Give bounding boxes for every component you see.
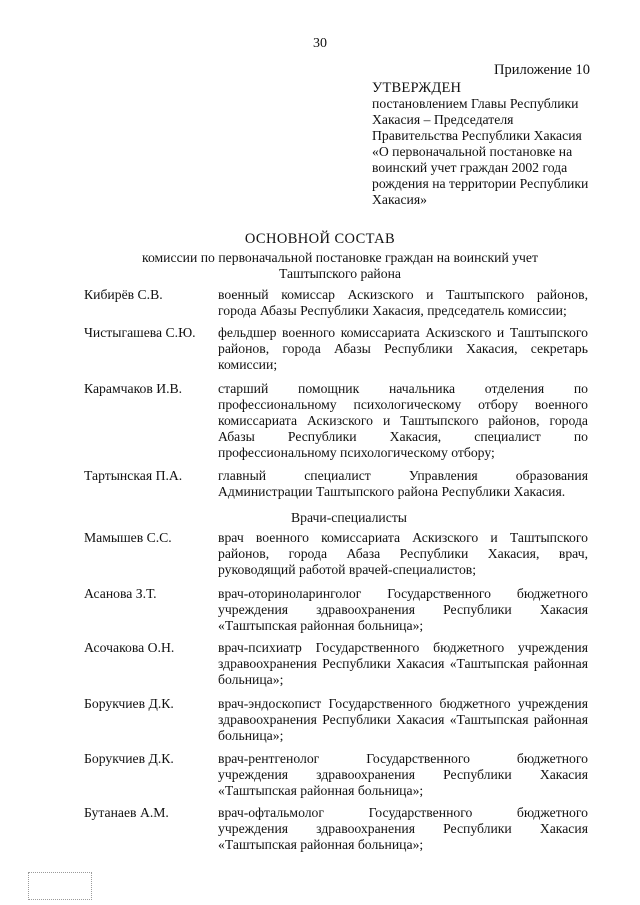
role-line: руководящий работой врачей-специалистов; [218, 562, 477, 577]
role-line: учреждения здравоохранения Республики Хакасия [218, 602, 588, 617]
scan-stamp [28, 872, 92, 900]
role-line: врач-оториноларинголог Государственного бюджетного [218, 586, 588, 601]
approval-line: воинский учет граждан 2002 года [372, 160, 568, 175]
role-line: врач-офтальмолог Государственного бюджетного [218, 805, 588, 820]
doctor-name: Асанова З.Т. [84, 586, 157, 601]
approval-line: рождения на территории Республики [372, 176, 589, 191]
approval-line: постановлением Главы Республики [372, 96, 579, 111]
role-line: врач-эндоскопист Государственного бюджетного учреждения [218, 696, 588, 711]
composition-subtitle-line: Таштыпского района [278, 266, 402, 281]
approval-heading: УТВЕРЖДЕН [372, 80, 462, 96]
role-line: здравоохранения Республики Хакасия «Таштыпская районная [218, 712, 588, 727]
doctor-role [218, 640, 588, 688]
member-name: Тартынская П.А. [84, 468, 183, 483]
doctor-name: Борукчиев Д.К. [84, 751, 174, 766]
role-line: «Таштыпская районная больница»; [218, 837, 424, 852]
doctor-role [218, 751, 588, 799]
approval-line: Хакасия – Председателя [372, 112, 514, 127]
role-line: Абазы Республики Хакасия, специалист по [218, 429, 588, 444]
role-line: «Таштыпская районная больница»; [218, 783, 424, 798]
role-line: здравоохранения Республики Хакасия «Таштыпская районная [218, 656, 588, 671]
doctor-role [218, 586, 588, 634]
role-line: районов, города Абазы Республики Хакасия, секретарь [218, 341, 588, 356]
approval-line: «О первоначальной постановке на [372, 144, 573, 159]
appendix-label: Приложение 10 [494, 62, 590, 78]
role-line: старший помощник начальника отделения по [218, 381, 588, 396]
member-name: Чистыгашева С.Ю. [84, 325, 196, 340]
role-line: главный специалист Управления образования [218, 468, 588, 483]
doctor-name: Мамышев С.С. [84, 530, 172, 545]
role-line: учреждения здравоохранения Республики Хакасия [218, 767, 588, 782]
role-line: города Абазы Республики Хакасия, председатель комиссии; [218, 303, 567, 318]
member-role [218, 325, 588, 373]
doctors-heading: Врачи-специалисты [291, 510, 407, 525]
role-line: Администрации Таштыпского района Республики Хакасия. [218, 484, 566, 499]
role-line: военный комиссар Аскизского и Таштыпского районов, [218, 287, 588, 302]
doctor-role [218, 530, 588, 578]
role-line: профессиональному психологическому отбору; [218, 445, 495, 460]
role-line: больница»; [218, 728, 284, 743]
role-line: фельдшер военного комиссариата Аскизского и Таштыпского [218, 325, 588, 340]
doctor-role [218, 805, 588, 853]
composition-title: ОСНОВНОЙ СОСТАВ [244, 231, 396, 247]
member-role [218, 381, 588, 461]
doctor-name: Бутанаев А.М. [84, 805, 169, 820]
stamp-mark [29, 873, 91, 883]
member-role [218, 287, 588, 319]
role-line: профессиональному психологическому отбору военного [218, 397, 588, 412]
doctor-name: Асочакова О.Н. [84, 640, 175, 655]
role-line: больница»; [218, 672, 284, 687]
composition-subtitle-line: комиссии по первоначальной постановке граждан на воинский учет [141, 250, 538, 265]
composition-subtitle [120, 250, 560, 282]
approval-line: Хакасия» [372, 192, 428, 207]
role-line: районов, города Абаза Республики Хакасия, врач, [218, 546, 588, 561]
approval-line: Правительства Республики Хакасия [372, 128, 582, 143]
role-line: врач военного комиссариата Аскизского и Таштыпского [218, 530, 588, 545]
member-name: Кибирёв С.В. [84, 287, 163, 302]
doctor-name: Борукчиев Д.К. [84, 696, 174, 711]
member-role [218, 468, 588, 500]
role-line: «Таштыпская районная больница»; [218, 618, 424, 633]
role-line: комиссии; [218, 357, 278, 372]
member-name: Карамчаков И.В. [84, 381, 183, 396]
role-line: врач-рентгенолог Государственного бюджетного [218, 751, 588, 766]
doctor-role [218, 696, 588, 744]
role-line: врач-психиатр Государственного бюджетного учреждения [218, 640, 588, 655]
approval-block [372, 80, 604, 208]
page-number: 30 [313, 36, 327, 51]
role-line: учреждения здравоохранения Республики Хакасия [218, 821, 588, 836]
role-line: комиссариата Аскизского и Таштыпского районов, города [218, 413, 588, 428]
